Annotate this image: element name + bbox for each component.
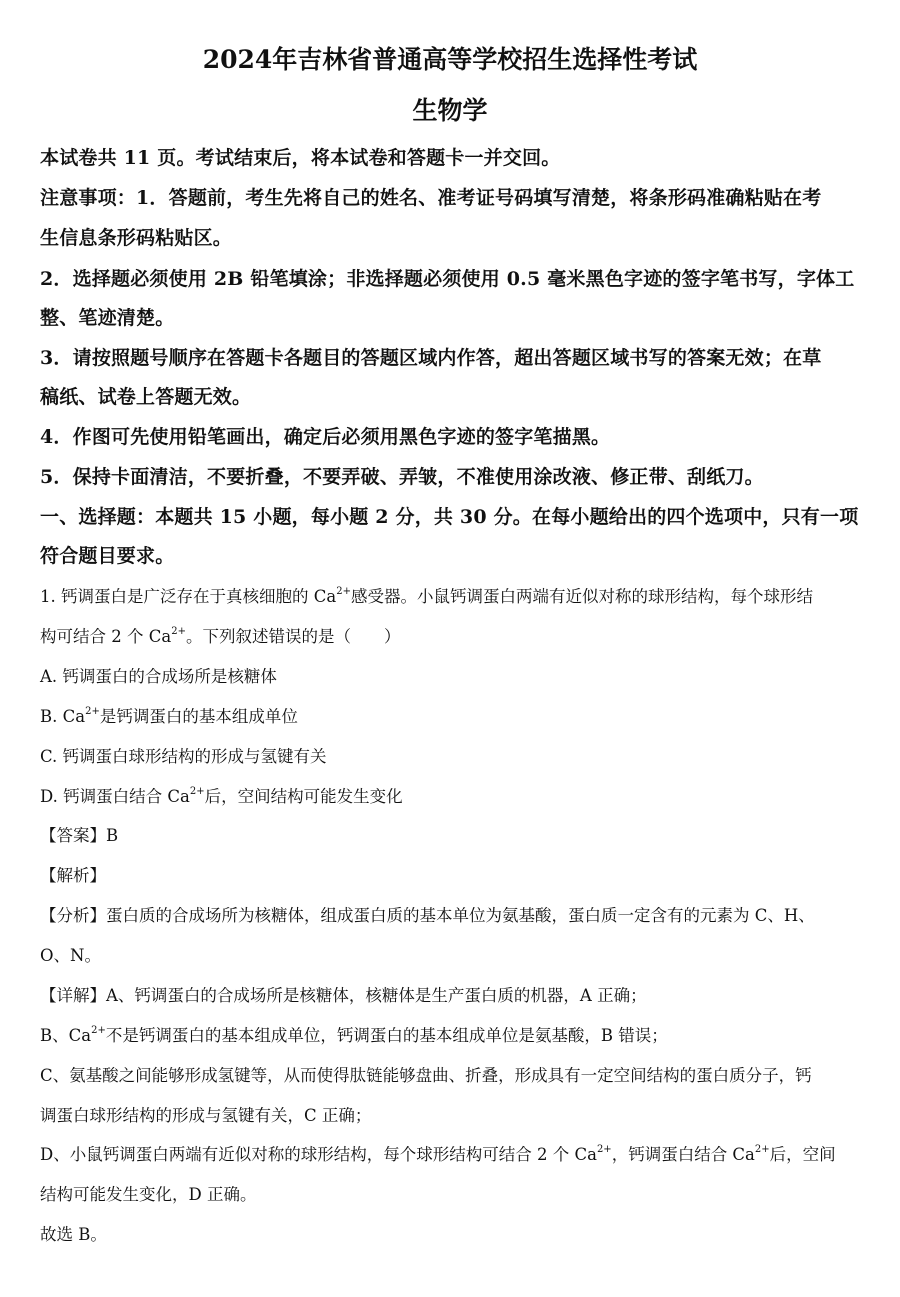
- option-d: D. 钙调蛋白结合 $Ca^{2+}$后，空间结构可能发生变化: [40, 785, 403, 806]
- note-line: 4．作图可先使用铅笔画出，确定后必须用黑色字迹的签字笔描黑。: [40, 426, 611, 448]
- detail-a: 【详解】A、钙调蛋白的合成场所是核糖体，核糖体是生产蛋白质的机器，A 正确；: [40, 986, 647, 1005]
- note-line: 注意事项：1．答题前，考生先将自己的姓名、准考证号码填写清楚，将条形码准确粘贴在考: [40, 187, 822, 209]
- question-stem: 1. 钙调蛋白是广泛存在于真核细胞的 $Ca^{2+}$感受器。小鼠钙调蛋白两端有近似对称的球形结构，每个球形结: [40, 585, 813, 606]
- note-line: 生信息条形码粘贴区。: [40, 227, 233, 249]
- note-line: 3．请按照题号顺序在答题卡各题目的答题区域内作答，超出答题区域书写的答案无效；在草: [40, 347, 822, 369]
- detail-d-cont: 结构可能发生变化，D 正确。: [40, 1185, 257, 1204]
- option-c: C. 钙调蛋白球形结构的形成与氢键有关: [40, 747, 327, 766]
- analysis-heading: 【解析】: [40, 866, 106, 885]
- detail-d: D、小鼠钙调蛋白两端有近似对称的球形结构，每个球形结构可结合 2 个 $Ca^{2+}$，钙调蛋白结合 $Ca^{2+}$后，空间: [40, 1143, 836, 1164]
- detail-c-cont: 调蛋白球形结构的形成与氢键有关，C 正确；: [40, 1106, 372, 1125]
- option-b: B. $Ca^{2+}$是钙调蛋白的基本组成单位: [40, 705, 298, 726]
- section-heading: 一、选择题：本题共 15 小题，每小题 2 分，共 30 分。在每小题给出的四个选项中，只有一项: [40, 506, 859, 528]
- analysis-text-cont: O、N。: [40, 946, 101, 965]
- option-a: A. 钙调蛋白的合成场所是核糖体: [40, 667, 277, 686]
- question-stem-cont: 构可结合 2 个 $Ca^{2+}$。下列叙述错误的是（ ）: [40, 625, 401, 646]
- conclusion: 故选 B。: [40, 1225, 107, 1244]
- detail-c: C、氨基酸之间能够形成氢键等，从而使得肽链能够盘曲、折叠，形成具有一定空间结构的蛋白质分子，钙: [40, 1066, 812, 1085]
- note-line: 5．保持卡面清洁，不要折叠，不要弄破、弄皱，不准使用涂改液、修正带、刮纸刀。: [40, 466, 764, 488]
- answer-line: 【答案】B: [40, 826, 119, 845]
- intro-line: 本试卷共 11 页。考试结束后，将本试卷和答题卡一并交回。: [40, 147, 561, 169]
- note-line: 2．选择题必须使用 2B 铅笔填涂；非选择题必须使用 0.5 毫米黑色字迹的签字笔书写，字体工: [40, 268, 855, 290]
- note-line: 稿纸、试卷上答题无效。: [40, 386, 252, 408]
- section-heading-cont: 符合题目要求。: [40, 545, 175, 567]
- exam-subject: 生物学: [412, 96, 488, 125]
- note-line: 整、笔迹清楚。: [40, 307, 175, 329]
- exam-title: 2024年吉林省普通高等学校招生选择性考试: [202, 45, 698, 74]
- analysis-text: 【分析】蛋白质的合成场所为核糖体，组成蛋白质的基本单位为氨基酸，蛋白质一定含有的元素为 C、H、: [40, 906, 815, 925]
- detail-b: B、$Ca^{2+}$不是钙调蛋白的基本组成单位，钙调蛋白的基本组成单位是氨基酸，B 错误；: [40, 1024, 668, 1045]
